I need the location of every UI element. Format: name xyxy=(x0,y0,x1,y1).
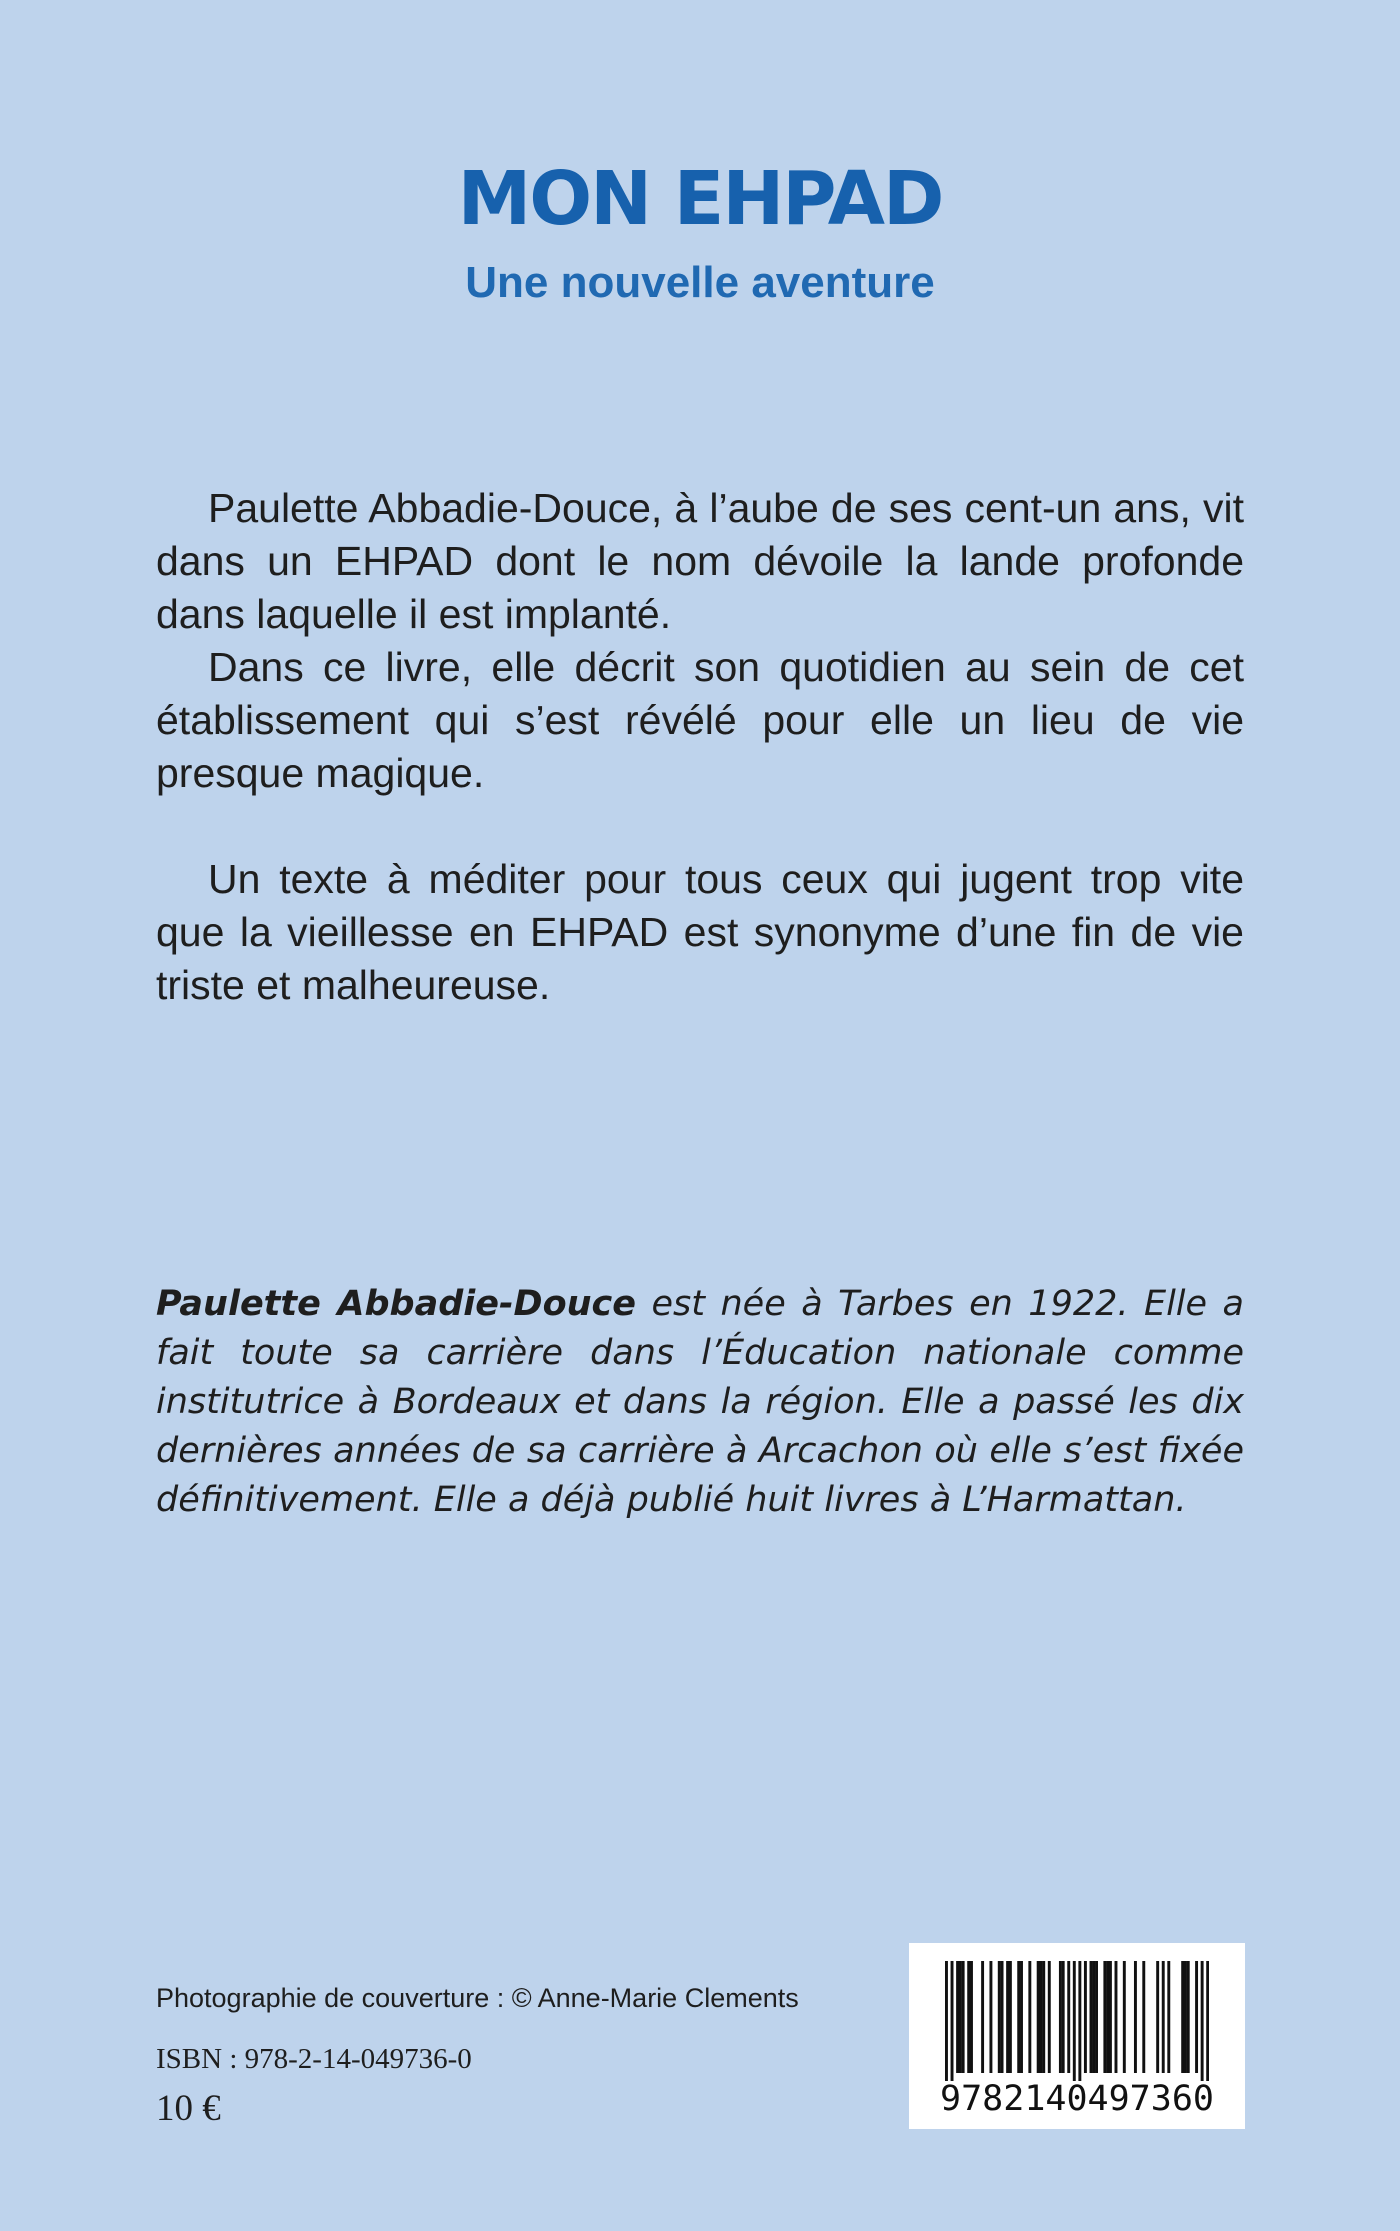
author-bio xyxy=(156,1280,1244,1525)
back-cover-blurb xyxy=(156,482,1244,1012)
barcode-bar xyxy=(1115,1961,1118,2073)
barcode-bar xyxy=(945,1961,948,2081)
barcode-bar xyxy=(989,1961,992,2073)
barcode xyxy=(909,1943,1245,2129)
book-title: MON EHPAD xyxy=(457,156,943,242)
photo-credit: Photographie de couverture : © Anne-Marie Clements xyxy=(156,1983,799,2013)
barcode-bar xyxy=(962,1961,965,2073)
author-bio-text: est née à Tarbes en 1922. Elle a fait toute sa carrière dans l’Éducation nationale comme institutrice à Bordeaux et dans la région. Elle a passé les dix dernières années de sa carrière à Arcachon où elle s’est fixée définitivement. Elle a déjà publié huit livres à L’Harmattan. xyxy=(156,1284,1244,1520)
barcode-bar xyxy=(970,1961,973,2073)
barcode-bar xyxy=(1001,1961,1004,2073)
blurb-paragraph-1: Paulette Abbadie-Douce, à l’aube de ses cent-un ans, vit dans un EHPAD dont le nom dévoile la lande profonde dans laquelle il est implanté. xyxy=(156,485,1244,637)
barcode-bar xyxy=(1006,1961,1009,2073)
blurb-paragraph-2: Dans ce livre, elle décrit son quotidien au sein de cet établissement qui s’est révélé pour elle un lieu de vie presque magique. xyxy=(156,644,1244,796)
barcode-digits: 9782140497360 xyxy=(940,2079,1214,2119)
blurb-paragraph-3: Un texte à méditer pour tous ceux qui jugent trop vite que la vieillesse en EHPAD est synonyme d’une fin de vie triste et malheureuse. xyxy=(156,856,1244,1008)
barcode-bar xyxy=(1017,1961,1020,2073)
barcode-bar xyxy=(1020,1961,1023,2073)
book-subtitle: Une nouvelle aventure xyxy=(465,258,935,307)
barcode-bar xyxy=(1078,1961,1081,2081)
barcode-bar xyxy=(1067,1961,1070,2073)
barcode-bar xyxy=(1109,1961,1112,2073)
barcode-bar xyxy=(981,1961,984,2073)
barcode-bar xyxy=(1106,1961,1109,2073)
barcode-bar xyxy=(1095,1961,1098,2073)
barcode-bar xyxy=(1039,1961,1042,2073)
price: 10 € xyxy=(156,2088,221,2129)
barcode-bar xyxy=(1062,1961,1065,2073)
barcode-bar xyxy=(1162,1961,1165,2073)
barcode-bar xyxy=(951,1961,954,2081)
barcode-bar xyxy=(1123,1961,1126,2073)
barcode-bar xyxy=(1084,1961,1087,2073)
barcode-bar xyxy=(1059,1961,1062,2073)
barcode-bar xyxy=(1073,1961,1076,2081)
barcode-bar xyxy=(967,1961,970,2073)
barcode-bar xyxy=(1134,1961,1137,2073)
barcode-bar xyxy=(1195,1961,1198,2073)
barcode-bar xyxy=(956,1961,959,2073)
barcode-bar xyxy=(1048,1961,1051,2073)
barcode-bar xyxy=(1201,1961,1204,2081)
barcode-bar xyxy=(1142,1961,1145,2073)
barcode-bar xyxy=(1156,1961,1159,2073)
barcode-bars xyxy=(945,1961,1209,2081)
barcode-bar xyxy=(1009,1961,1012,2073)
author-name: Paulette Abbadie-Douce xyxy=(156,1284,637,1324)
barcode-bar xyxy=(998,1961,1001,2073)
barcode-bar xyxy=(1090,1961,1093,2073)
barcode-bar xyxy=(1167,1961,1170,2073)
barcode-bar xyxy=(1184,1961,1187,2073)
barcode-bar xyxy=(1206,1961,1209,2081)
barcode-bar xyxy=(1092,1961,1095,2073)
barcode-bar xyxy=(1187,1961,1190,2073)
barcode-bar xyxy=(1042,1961,1045,2073)
barcode-bar xyxy=(1103,1961,1106,2073)
barcode-bar xyxy=(1037,1961,1040,2073)
barcode-bar xyxy=(959,1961,962,2073)
barcode-bar xyxy=(1181,1961,1184,2073)
isbn: ISBN : 978-2-14-049736-0 xyxy=(156,2043,472,2075)
barcode-bar xyxy=(1028,1961,1031,2073)
